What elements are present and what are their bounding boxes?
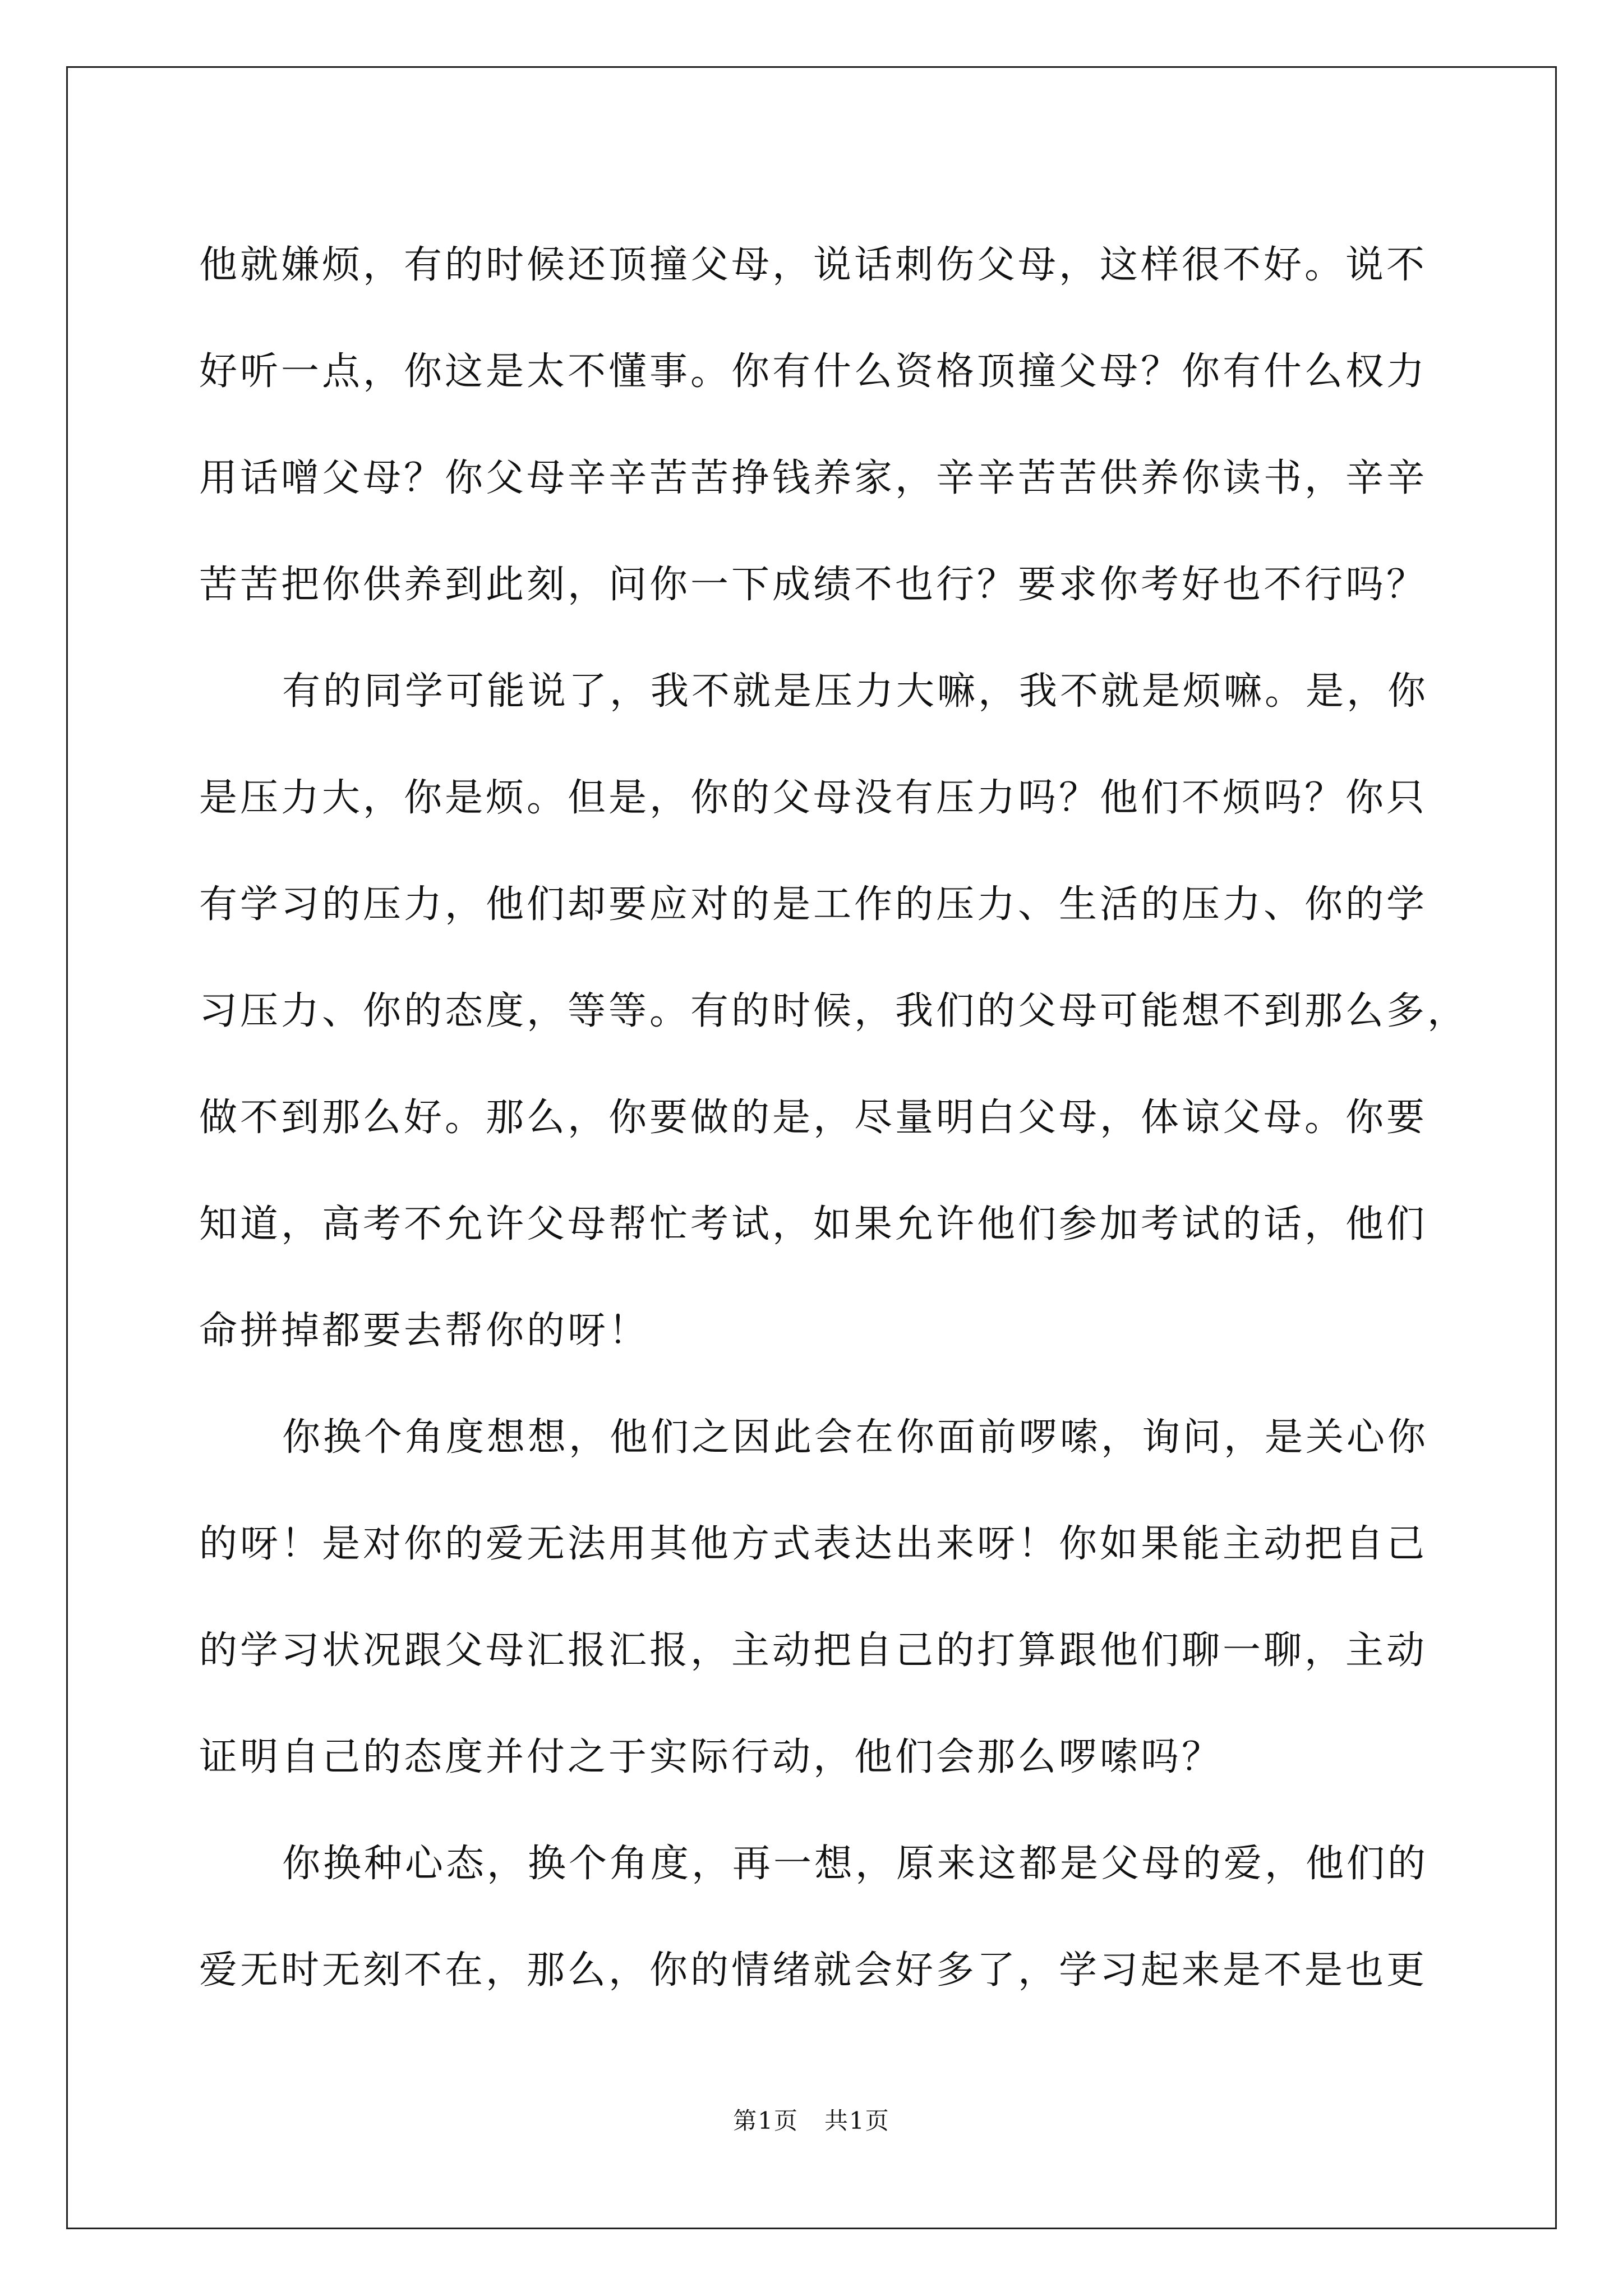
text-line: 的呀！是对你的爱无法用其他方式表达出来呀！你如果能主动把自己 — [199, 1522, 1428, 1566]
page-number-footer: 第1页 共1页 — [733, 2107, 890, 2134]
text-line: 你换种心态，换个角度，再一想，原来这都是父母的爱，他们的 — [282, 1842, 1429, 1886]
text-line: 知道，高考不允许父母帮忙考试，如果允许他们参加考试的话，他们 — [199, 1202, 1428, 1246]
text-line: 的学习状况跟父母汇报汇报，主动把自己的打算跟他们聊一聊，主动 — [199, 1628, 1428, 1673]
text-line: 有学习的压力，他们却要应对的是工作的压力、生活的压力、你的学 — [199, 882, 1428, 927]
text-line: 是压力大，你是烦。但是，你的父母没有压力吗？他们不烦吗？你只 — [199, 776, 1428, 820]
text-line: 做不到那么好。那么，你要做的是，尽量明白父母，体谅父母。你要 — [199, 1096, 1428, 1140]
text-line: 好听一点，你这是太不懂事。你有什么资格顶撞父母？你有什么权力 — [199, 349, 1428, 394]
text-line: 有的同学可能说了，我不就是压力大嘛，我不就是烦嘛。是，你 — [282, 669, 1429, 714]
document-body — [199, 212, 1469, 2024]
text-line: 证明自己的态度并付之于实际行动，他们会那么啰嗦吗？ — [199, 1735, 1223, 1779]
text-line: 命拼掉都要去帮你的呀！ — [199, 1309, 650, 1353]
text-line: 他就嫌烦，有的时候还顶撞父母，说话刺伤父母，这样很不好。说不 — [199, 243, 1428, 287]
text-line: 你换个角度想想，他们之因此会在你面前啰嗦，询问，是关心你 — [282, 1415, 1429, 1460]
text-line: 用话噌父母？你父母辛辛苦苦挣钱养家，辛辛苦苦供养你读书，辛辛 — [199, 456, 1428, 500]
text-line: 苦苦把你供养到此刻，问你一下成绩不也行？要求你考好也不行吗？ — [199, 563, 1428, 607]
text-line: 习压力、你的态度，等等。有的时候，我们的父母可能想不到那么多， — [199, 989, 1469, 1033]
text-line: 爱无时无刻不在，那么，你的情绪就会好多了，学习起来是不是也更 — [199, 1948, 1428, 1993]
